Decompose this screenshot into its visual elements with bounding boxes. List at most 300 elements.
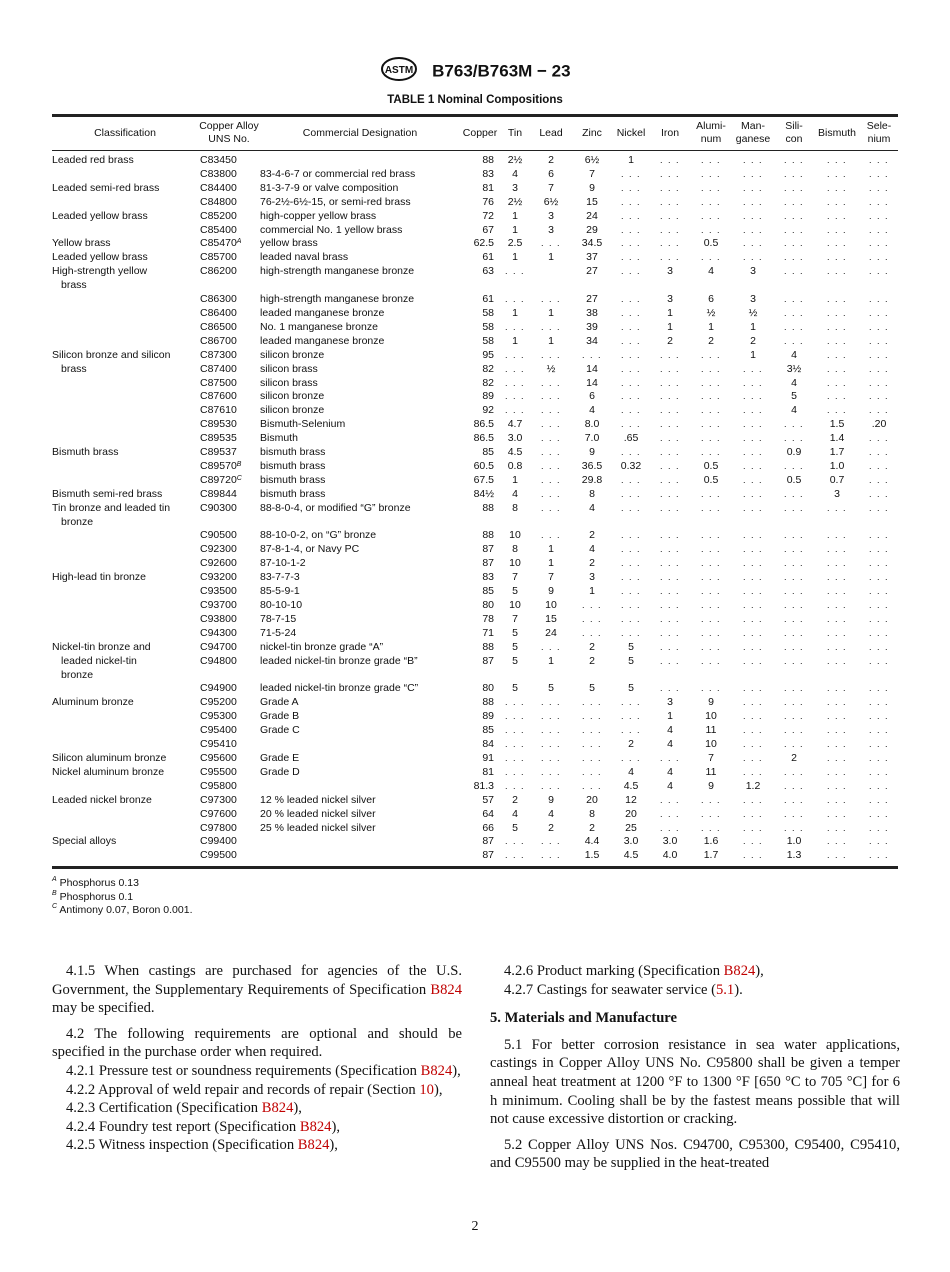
empty-value: . . .	[620, 488, 641, 499]
empty-value: . . .	[868, 502, 889, 513]
paragraph: 4.2.1 Pressure test or soundness requirements (Specification B824),	[66, 1062, 461, 1079]
value-cell	[732, 168, 774, 182]
value-cell: 87	[482, 557, 494, 570]
table-row	[52, 460, 898, 474]
value-cell: 2	[667, 334, 673, 347]
empty-value: . . .	[742, 377, 763, 388]
empty-value: . . .	[742, 725, 763, 736]
value-cell	[650, 196, 690, 210]
value-cell	[774, 766, 814, 780]
value-cell	[690, 502, 732, 530]
value-cell: 5	[512, 821, 518, 834]
classification-cell	[52, 696, 198, 710]
empty-value: . . .	[659, 586, 680, 597]
classification-cell	[52, 766, 198, 780]
uns-cell: C95400	[200, 724, 237, 737]
empty-value: . . .	[868, 405, 889, 416]
classification-cell	[52, 404, 198, 418]
value-cell	[612, 363, 650, 377]
value-cell: 1.7	[829, 446, 845, 459]
column-header: Bismuth	[818, 126, 856, 139]
empty-value: . . .	[620, 530, 641, 541]
value-cell	[860, 557, 898, 571]
empty-value: . . .	[742, 196, 763, 207]
value-cell: 87	[482, 543, 494, 556]
value-cell: 4	[589, 404, 595, 417]
empty-value: . . .	[504, 836, 525, 847]
paragraph: 4.1.5 When castings are purchased for agencies of the U.S. Government, the Supplementary Requirements of Specification B824 may be specified.	[52, 963, 462, 1017]
classification-text: Special alloys	[52, 835, 117, 848]
classification-cell	[52, 196, 198, 210]
uns-cell: C89537	[200, 446, 237, 459]
value-cell: 1	[548, 543, 554, 556]
value-cell	[732, 432, 774, 446]
empty-value: . . .	[620, 419, 641, 430]
value-cell	[690, 641, 732, 655]
empty-value: . . .	[700, 530, 721, 541]
classification-text: Bismuth semi-red brass	[52, 487, 163, 500]
value-cell	[650, 655, 690, 683]
value-cell: 63	[482, 265, 494, 278]
footnote-text: Phosphorus 0.13	[56, 877, 139, 889]
value-cell: 0.32	[620, 459, 642, 472]
empty-value: . . .	[826, 558, 847, 569]
value-cell	[814, 557, 860, 571]
value-cell: 8.0	[584, 418, 600, 431]
empty-value: . . .	[868, 335, 889, 346]
value-cell: 0.5	[786, 473, 802, 486]
value-cell: 1	[548, 654, 554, 667]
value-cell	[500, 404, 530, 418]
value-cell: 1	[667, 306, 673, 319]
empty-value: . . .	[826, 252, 847, 263]
value-cell	[732, 446, 774, 460]
classification-cell	[52, 724, 198, 738]
reference-link[interactable]: B824	[299, 1118, 332, 1135]
value-cell: 2	[791, 751, 797, 764]
uns-cell: C90300	[200, 501, 237, 514]
value-cell	[612, 251, 650, 265]
table-row	[52, 780, 898, 794]
designation-cell: leaded nickel-tin bronze grade “C”	[260, 682, 419, 695]
value-cell	[732, 794, 774, 808]
value-cell	[612, 307, 650, 321]
empty-value: . . .	[581, 711, 602, 722]
classification-cell	[52, 822, 198, 836]
value-cell: 4	[512, 807, 518, 820]
empty-value: . . .	[783, 822, 804, 833]
value-cell: 88	[482, 529, 494, 542]
empty-value: . . .	[783, 558, 804, 569]
value-cell: 7	[512, 612, 518, 625]
value-cell	[814, 696, 860, 710]
value-cell	[612, 474, 650, 488]
empty-value: . . .	[826, 766, 847, 777]
column-header: Sele- nium	[866, 120, 892, 145]
value-cell	[814, 251, 860, 265]
designation-cell	[260, 780, 460, 794]
classification-text: High-strength yellow	[52, 265, 148, 278]
value-cell: 25	[625, 821, 637, 834]
value-cell: 29	[586, 223, 598, 236]
empty-value: . . .	[700, 224, 721, 235]
designation-cell: Grade A	[260, 696, 299, 709]
empty-value: . . .	[826, 294, 847, 305]
value-cell: 7	[589, 167, 595, 180]
classification-cell	[52, 168, 198, 182]
empty-value: . . .	[868, 752, 889, 763]
empty-value: . . .	[504, 377, 525, 388]
value-cell: 1	[512, 473, 518, 486]
classification-cell	[52, 835, 198, 849]
value-cell	[732, 710, 774, 724]
value-cell: ½	[546, 362, 556, 375]
value-cell	[732, 613, 774, 627]
empty-value: . . .	[783, 155, 804, 165]
empty-value: . . .	[783, 433, 804, 444]
empty-value: . . .	[868, 641, 889, 652]
classification-cell	[52, 780, 198, 794]
value-cell	[860, 641, 898, 655]
value-cell	[732, 835, 774, 849]
value-cell: 2½	[507, 195, 523, 208]
designation-cell: 20 % leaded nickel silver	[260, 807, 376, 820]
uns-cell: C97600	[200, 807, 237, 820]
empty-value: . . .	[783, 530, 804, 541]
value-cell: 5	[512, 626, 518, 639]
uns-cell: $C89570^B$	[200, 459, 242, 472]
classification-cell	[52, 641, 198, 655]
empty-value: . . .	[868, 683, 889, 694]
value-cell	[612, 543, 650, 557]
value-cell: 87	[482, 835, 494, 848]
designation-cell: high-strength manganese bronze	[260, 265, 415, 278]
empty-value: . . .	[826, 836, 847, 847]
empty-value: . . .	[868, 739, 889, 750]
classification-text: Nickel aluminum bronze	[52, 765, 165, 778]
value-cell	[572, 599, 612, 613]
designation-cell: 25 % leaded nickel silver	[260, 821, 376, 834]
value-cell	[500, 835, 530, 849]
value-cell	[860, 780, 898, 794]
empty-value: . . .	[742, 488, 763, 499]
value-cell: 1	[512, 334, 518, 347]
uns-cell: C86500	[200, 320, 237, 333]
empty-value: . . .	[700, 794, 721, 805]
value-cell	[690, 251, 732, 265]
empty-value: . . .	[826, 586, 847, 597]
value-cell: 24	[586, 209, 598, 222]
reference-link[interactable]: B824	[723, 963, 756, 979]
value-cell	[814, 682, 860, 696]
value-cell: 89	[482, 390, 494, 403]
empty-value: . . .	[620, 572, 641, 583]
empty-value: . . .	[742, 433, 763, 444]
empty-value: . . .	[700, 641, 721, 652]
designation-cell: bismuth brass	[260, 473, 326, 486]
value-cell	[774, 196, 814, 210]
empty-value: . . .	[826, 627, 847, 638]
value-cell: 91	[482, 751, 494, 764]
svg-text:ASTM: ASTM	[385, 65, 414, 76]
value-cell	[650, 168, 690, 182]
uns-cell: C87400	[200, 362, 237, 375]
value-cell	[530, 849, 572, 867]
empty-value: . . .	[868, 321, 889, 332]
value-cell: 5	[512, 682, 518, 695]
value-cell	[612, 502, 650, 530]
value-cell: 64	[482, 807, 494, 820]
table-row	[52, 599, 898, 613]
value-cell	[690, 529, 732, 543]
value-cell	[774, 557, 814, 571]
value-cell: 1.4	[829, 432, 845, 445]
empty-value: . . .	[868, 474, 889, 485]
value-cell: 10	[509, 529, 521, 542]
body-column-right	[490, 962, 900, 1173]
empty-value: . . .	[826, 613, 847, 624]
empty-value: . . .	[826, 349, 847, 360]
value-cell	[774, 418, 814, 432]
value-cell	[572, 613, 612, 627]
value-cell: 1	[708, 320, 714, 333]
value-cell: 60.5	[473, 459, 494, 472]
empty-value: . . .	[742, 697, 763, 708]
empty-value: . . .	[700, 349, 721, 360]
classification-text: bronze	[61, 515, 94, 528]
empty-value: . . .	[540, 739, 561, 750]
empty-value: . . .	[742, 613, 763, 624]
empty-value: . . .	[504, 850, 525, 861]
value-cell	[690, 418, 732, 432]
reference-link[interactable]: 10	[419, 1081, 434, 1098]
uns-cell: C95500	[200, 765, 237, 778]
value-cell: 20	[586, 793, 598, 806]
document-id: B763/B763M − 23	[432, 61, 571, 81]
value-cell	[732, 196, 774, 210]
value-cell: 3	[589, 571, 595, 584]
empty-value: . . .	[700, 405, 721, 416]
table-row	[52, 571, 898, 585]
value-cell	[814, 377, 860, 391]
classification-cell	[52, 849, 198, 867]
reference-link[interactable]: B824	[297, 1137, 330, 1154]
value-cell	[530, 752, 572, 766]
value-cell: 1.5	[584, 849, 600, 862]
designation-cell: leaded nickel-tin bronze grade “B”	[260, 654, 418, 667]
empty-value: . . .	[659, 558, 680, 569]
empty-value: . . .	[783, 294, 804, 305]
value-cell	[732, 237, 774, 251]
paragraph: 5.1 For better corrosion resistance in sea water applications, castings in Copper Alloy UNS No. C95800 shall be given a temper anneal heat treatment at 1200 °F to 1300 °F [650 °C to 705 °C] for 6 h minimum. Cooling shall be by the fastest means possible that will not cause excessive distortion or cracking.	[490, 1036, 900, 1128]
value-cell	[860, 752, 898, 766]
empty-value: . . .	[826, 335, 847, 346]
empty-value: . . .	[868, 252, 889, 263]
value-cell: 4	[589, 543, 595, 556]
uns-cell: C90500	[200, 529, 237, 542]
empty-value: . . .	[700, 488, 721, 499]
empty-value: . . .	[659, 405, 680, 416]
value-cell: 86.5	[473, 418, 494, 431]
table-body	[52, 151, 898, 868]
empty-value: . . .	[581, 349, 602, 360]
footnote	[52, 891, 133, 903]
value-cell: 92	[482, 404, 494, 417]
value-cell: 88	[482, 696, 494, 709]
empty-value: . . .	[700, 683, 721, 694]
reference-link[interactable]: B824	[430, 981, 462, 998]
empty-value: . . .	[742, 155, 763, 165]
value-cell: 62.5	[473, 237, 494, 250]
value-cell	[860, 251, 898, 265]
value-cell	[690, 822, 732, 836]
value-cell: 5	[512, 640, 518, 653]
value-cell	[612, 377, 650, 391]
uns-cell: C95600	[200, 751, 237, 764]
value-cell: 87	[482, 849, 494, 862]
value-cell: 66	[482, 821, 494, 834]
value-cell: 4	[791, 376, 797, 389]
value-cell: ½	[748, 306, 758, 319]
uns-cell: C95300	[200, 710, 237, 723]
classification-cell	[52, 293, 198, 307]
empty-value: . . .	[783, 321, 804, 332]
empty-value: . . .	[659, 391, 680, 402]
value-cell: 1	[512, 223, 518, 236]
empty-value: . . .	[540, 419, 561, 430]
value-cell	[774, 794, 814, 808]
value-cell	[530, 265, 572, 293]
designation-cell: Grade B	[260, 710, 300, 723]
value-cell	[530, 724, 572, 738]
column-header: Zinc	[582, 126, 602, 139]
value-cell	[774, 265, 814, 293]
empty-value: . . .	[868, 377, 889, 388]
empty-value: . . .	[742, 558, 763, 569]
empty-value: . . .	[742, 752, 763, 763]
empty-value: . . .	[620, 335, 641, 346]
value-cell	[774, 682, 814, 696]
empty-value: . . .	[826, 641, 847, 652]
empty-value: . . .	[700, 600, 721, 610]
value-cell	[530, 460, 572, 474]
uns-cell: C89535	[200, 432, 237, 445]
empty-value: . . .	[783, 419, 804, 430]
value-cell	[732, 502, 774, 530]
empty-value: . . .	[700, 558, 721, 569]
classification-cell	[52, 224, 198, 238]
reference-link[interactable]: B824	[420, 1062, 453, 1079]
value-cell	[530, 766, 572, 780]
value-cell	[530, 293, 572, 307]
empty-value: . . .	[783, 266, 804, 277]
value-cell: 61	[482, 293, 494, 306]
value-cell: 7	[548, 571, 554, 584]
value-cell: 0.7	[829, 473, 845, 486]
value-cell	[500, 766, 530, 780]
designation-cell: 83-4-6-7 or commercial red brass	[260, 167, 416, 180]
value-cell	[814, 849, 860, 867]
value-cell	[500, 724, 530, 738]
value-cell	[732, 224, 774, 238]
empty-value: . . .	[504, 780, 525, 791]
empty-value: . . .	[659, 460, 680, 471]
empty-value: . . .	[826, 321, 847, 332]
value-cell	[690, 613, 732, 627]
column-header: Iron	[660, 126, 680, 139]
value-cell: 4	[512, 167, 518, 180]
reference-link[interactable]: 5.1	[715, 981, 735, 998]
empty-value: . . .	[620, 266, 641, 277]
empty-value: . . .	[826, 725, 847, 736]
value-cell: 9	[708, 779, 714, 792]
uns-cell: C94300	[200, 626, 237, 639]
value-cell: 12	[625, 793, 637, 806]
value-cell: 2	[628, 738, 634, 751]
classification-cell	[52, 321, 198, 335]
value-cell	[774, 460, 814, 474]
value-cell	[690, 349, 732, 363]
empty-value: . . .	[742, 502, 763, 513]
classification-cell	[52, 418, 198, 432]
empty-value: . . .	[868, 363, 889, 374]
empty-value: . . .	[659, 377, 680, 388]
paragraph: 5.2 Copper Alloy UNS Nos. C94700, C95300, C95400, C95410, and C95500 may be supplied in the heat-treated	[490, 1136, 900, 1172]
empty-value: . . .	[742, 544, 763, 555]
value-cell: 2	[750, 334, 756, 347]
empty-value: . . .	[742, 460, 763, 471]
value-cell	[860, 822, 898, 836]
value-cell: 1.5	[829, 418, 845, 431]
reference-link[interactable]: B824	[261, 1100, 294, 1117]
table-row	[52, 808, 898, 822]
value-cell	[612, 446, 650, 460]
value-cell	[612, 293, 650, 307]
value-cell	[774, 822, 814, 836]
value-cell: 1.0	[786, 835, 802, 848]
value-cell	[774, 724, 814, 738]
value-cell: 83	[482, 167, 494, 180]
empty-value: . . .	[659, 655, 680, 666]
empty-value: . . .	[700, 447, 721, 458]
value-cell	[612, 224, 650, 238]
column-header: Nickel	[616, 126, 646, 139]
empty-value: . . .	[504, 766, 525, 777]
designation-cell: 88-8-0-4, or modified “G” bronze	[260, 501, 411, 514]
designation-cell: 83-7-7-3	[260, 571, 300, 584]
value-cell	[732, 404, 774, 418]
empty-value: . . .	[868, 822, 889, 833]
value-cell	[530, 835, 572, 849]
value-cell	[774, 655, 814, 683]
value-cell: 82	[482, 362, 494, 375]
value-cell: 1	[548, 557, 554, 570]
value-cell	[612, 321, 650, 335]
uns-cell: C83800	[200, 167, 237, 180]
table-row	[52, 766, 898, 780]
value-cell: 3	[667, 265, 673, 278]
designation-cell: Grade C	[260, 724, 300, 737]
value-cell: 11	[705, 765, 717, 778]
value-cell	[530, 488, 572, 502]
value-cell	[860, 585, 898, 599]
table-row	[52, 182, 898, 196]
value-cell	[732, 363, 774, 377]
table-row	[52, 557, 898, 571]
column-header: Tin	[507, 126, 523, 139]
classification-cell	[52, 460, 198, 474]
classification-cell	[52, 182, 198, 196]
